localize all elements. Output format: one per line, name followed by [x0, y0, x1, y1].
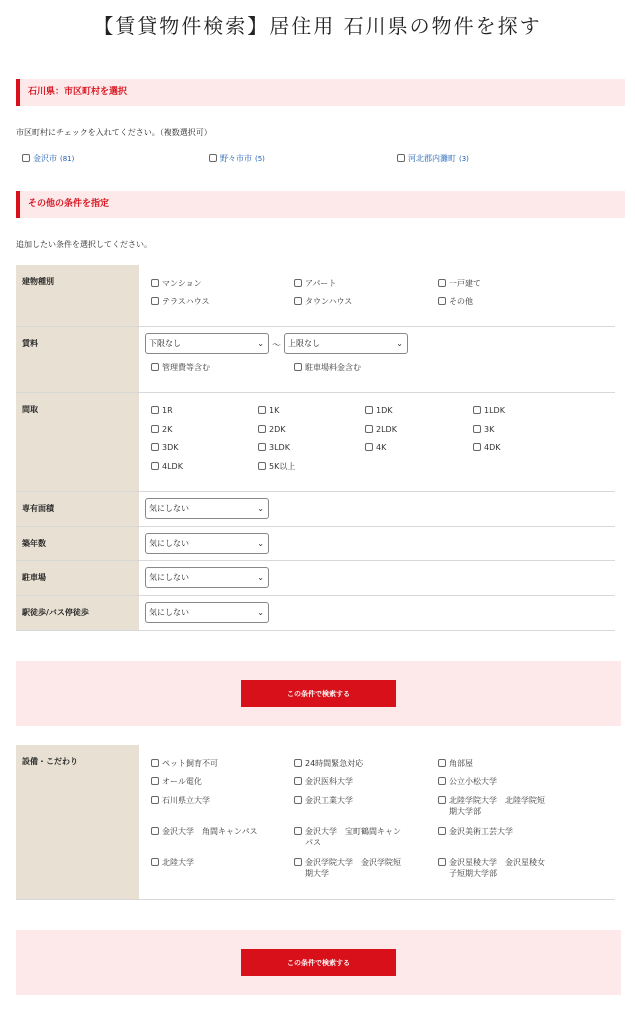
layout-option[interactable]: 4DK [473, 442, 501, 453]
checkbox[interactable] [22, 154, 30, 162]
parking-label: 駐車場 [16, 561, 139, 595]
checkbox[interactable] [151, 796, 159, 804]
layout-option[interactable]: 1LDK [473, 405, 505, 416]
city-option-uchinada[interactable]: 河北郡内灘町 (3) [397, 153, 469, 164]
chevron-down-icon: ⌄ [257, 573, 264, 582]
checkbox[interactable] [438, 858, 446, 866]
age-label: 築年数 [16, 527, 139, 560]
city-option-kanazawa[interactable]: 金沢市 (81) [22, 153, 74, 164]
layout-option[interactable]: 5K以上 [258, 461, 295, 472]
layout-option[interactable]: 3K [473, 424, 494, 435]
layout-label: 間取 [16, 393, 139, 491]
feature-option[interactable]: 金沢医科大学 [294, 776, 353, 787]
building-option[interactable]: マンション [151, 278, 202, 289]
checkbox[interactable] [151, 279, 159, 287]
area-select[interactable]: 気にしない ⌄ [145, 498, 269, 519]
feature-option[interactable]: 北陸学院大学 北陸学院短 期大学部 [438, 795, 545, 817]
feature-option[interactable]: 北陸大学 [151, 857, 194, 868]
parking-select[interactable]: 気にしない ⌄ [145, 567, 269, 588]
checkbox[interactable] [151, 827, 159, 835]
area-label: 専有面積 [16, 492, 139, 526]
checkbox[interactable] [151, 777, 159, 785]
age-select[interactable]: 気にしない ⌄ [145, 533, 269, 554]
age-row [16, 527, 615, 561]
feature-option[interactable]: 金沢大学 角間キャンパス [151, 826, 257, 837]
checkbox[interactable] [151, 443, 159, 451]
features-label: 設備・こだわり [16, 745, 139, 899]
layout-option[interactable]: 4LDK [151, 461, 183, 472]
page-title: 【賃貸物件検索】居住用 石川県の物件を探す [93, 14, 542, 38]
checkbox[interactable] [294, 777, 302, 785]
layout-option[interactable]: 1DK [365, 405, 393, 416]
feature-option[interactable]: 金沢星稜大学 金沢星稜女 子短期大学部 [438, 857, 545, 879]
checkbox[interactable] [473, 406, 481, 414]
checkbox[interactable] [365, 425, 373, 433]
checkbox[interactable] [294, 279, 302, 287]
checkbox[interactable] [294, 796, 302, 804]
parking-row [16, 561, 615, 596]
layout-option[interactable]: 4K [365, 442, 386, 453]
checkbox[interactable] [397, 154, 405, 162]
rent-min-select[interactable]: 下限なし ⌄ [145, 333, 269, 354]
search-button-bottom[interactable]: この条件で検索する [241, 949, 396, 976]
layout-option[interactable]: 3LDK [258, 442, 290, 453]
checkbox[interactable] [258, 443, 266, 451]
feature-option[interactable]: 角部屋 [438, 758, 473, 769]
checkbox[interactable] [258, 406, 266, 414]
checkbox[interactable] [365, 406, 373, 414]
feature-option[interactable]: 金沢大学 宝町鶴間キャン パス [294, 826, 401, 848]
walk-row [16, 596, 615, 631]
checkbox[interactable] [438, 759, 446, 767]
checkbox[interactable] [294, 827, 302, 835]
checkbox[interactable] [438, 279, 446, 287]
building-option[interactable]: タウンハウス [294, 296, 352, 307]
feature-option[interactable]: 24時間緊急対応 [294, 758, 363, 769]
chevron-down-icon: ⌄ [396, 339, 403, 348]
range-tilde: 〜 [272, 341, 282, 351]
checkbox[interactable] [151, 858, 159, 866]
search-panel-bottom [16, 930, 621, 995]
feature-option[interactable]: 石川県立大学 [151, 795, 210, 806]
checkbox[interactable] [294, 759, 302, 767]
chevron-down-icon: ⌄ [257, 504, 264, 513]
city-option-nonoichi[interactable]: 野々市市 (5) [209, 153, 265, 164]
walk-label: 駅徒歩/バス停徒歩 [16, 596, 139, 630]
city-note: 市区町村にチェックを入れてください。（複数選択可） [16, 128, 212, 137]
chevron-down-icon: ⌄ [257, 608, 264, 617]
checkbox[interactable] [473, 443, 481, 451]
layout-option[interactable]: 3DK [151, 442, 179, 453]
building-option[interactable]: アパート [294, 278, 336, 289]
area-row [16, 492, 615, 527]
checkbox[interactable] [209, 154, 217, 162]
building-option[interactable]: 一戸建て [438, 278, 481, 289]
checkbox[interactable] [294, 363, 302, 371]
layout-option[interactable]: 1R [151, 405, 173, 416]
building-option[interactable]: テラスハウス [151, 296, 210, 307]
building-option[interactable]: その他 [438, 296, 473, 307]
checkbox[interactable] [151, 462, 159, 470]
checkbox[interactable] [151, 759, 159, 767]
feature-option[interactable]: 金沢工業大学 [294, 795, 353, 806]
layout-row [16, 393, 615, 492]
checkbox[interactable] [294, 858, 302, 866]
walk-select[interactable]: 気にしない ⌄ [145, 602, 269, 623]
feature-option[interactable]: 公立小松大学 [438, 776, 497, 787]
search-button[interactable]: この条件で検索する [241, 680, 396, 707]
building-type-label: 建物種別 [16, 265, 139, 326]
city-section-heading: 石川県：市区町村を選択 [16, 79, 625, 106]
chevron-down-icon: ⌄ [257, 539, 264, 548]
checkbox[interactable] [438, 796, 446, 804]
other-section-heading: その他の条件を指定 [16, 191, 625, 218]
checkbox[interactable] [258, 462, 266, 470]
layout-option[interactable]: 2K [151, 424, 172, 435]
rent-label: 賃料 [16, 327, 139, 392]
checkbox[interactable] [365, 443, 373, 451]
checkbox[interactable] [151, 297, 159, 305]
feature-option[interactable]: 金沢学院大学 金沢学院短 期大学 [294, 857, 401, 879]
layout-option[interactable]: 2DK [258, 424, 286, 435]
rent-option-management-fee[interactable]: 管理費等含む [151, 362, 210, 373]
checkbox[interactable] [438, 777, 446, 785]
feature-option[interactable]: 金沢美術工芸大学 [438, 826, 513, 837]
rent-max-select[interactable]: 上限なし ⌄ [284, 333, 408, 354]
checkbox[interactable] [473, 425, 481, 433]
chevron-down-icon: ⌄ [257, 339, 264, 348]
checkbox[interactable] [438, 827, 446, 835]
feature-option[interactable]: オール電化 [151, 776, 202, 787]
checkbox[interactable] [294, 297, 302, 305]
checkbox[interactable] [438, 297, 446, 305]
checkbox[interactable] [151, 425, 159, 433]
other-note: 追加したい条件を選択してください。 [16, 240, 152, 249]
layout-option[interactable]: 2LDK [365, 424, 397, 435]
checkbox[interactable] [258, 425, 266, 433]
rent-option-parking-fee[interactable]: 駐車場料金含む [294, 362, 361, 373]
search-panel [16, 661, 621, 726]
feature-option[interactable]: ペット飼育不可 [151, 758, 218, 769]
checkbox[interactable] [151, 363, 159, 371]
checkbox[interactable] [151, 406, 159, 414]
layout-option[interactable]: 1K [258, 405, 279, 416]
